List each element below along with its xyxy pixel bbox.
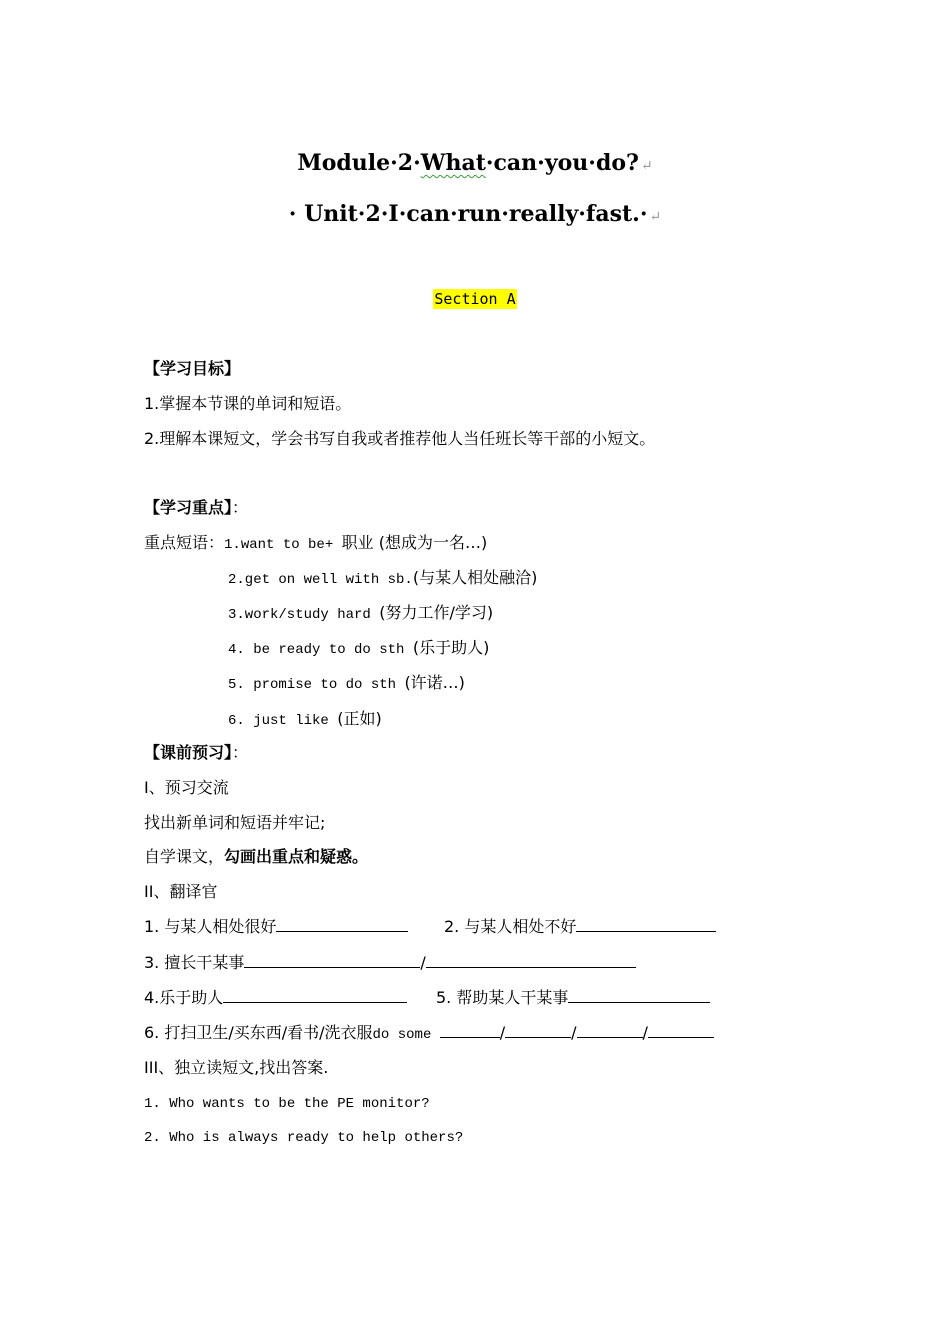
answer-blank[interactable] bbox=[244, 953, 420, 968]
answer-blank[interactable] bbox=[223, 988, 407, 1003]
key-heading: 【学习重点】： bbox=[144, 498, 249, 517]
part-heading: II、翻译官 bbox=[144, 882, 218, 901]
answer-blank[interactable] bbox=[505, 1023, 571, 1038]
question-item: 2. Who is always ready to help others? bbox=[144, 1130, 464, 1146]
translate-item: 3. 擅长干某事 / bbox=[144, 953, 636, 973]
goal-item: 1.掌握本节课的单词和短语。 bbox=[144, 394, 352, 413]
unit-title: · Unit·2·I·can·run·really·fast.· ↵ bbox=[288, 201, 662, 227]
section-label-wrap bbox=[0, 290, 950, 309]
answer-blank[interactable] bbox=[576, 917, 716, 932]
answer-blank[interactable] bbox=[440, 1023, 500, 1038]
key-phrase: 4. be ready to do sth (乐于助人) bbox=[228, 638, 490, 658]
module-title: Module·2·What·can·you·do? ↵ bbox=[297, 150, 653, 176]
translate-item: 5. 帮助某人干某事 bbox=[436, 988, 710, 1008]
goal-item: 2.理解本课短文，学会书写自我或者推荐他人当任班长等干部的小短文。 bbox=[144, 429, 656, 448]
key-phrase: 重点短语：1.want to be+ 职业 (想成为一名…) bbox=[144, 533, 488, 553]
spellcheck-word: What bbox=[420, 150, 486, 176]
task-text: 找出新单词和短语并牢记; bbox=[144, 813, 326, 832]
part-heading: I、预习交流 bbox=[144, 778, 229, 797]
key-phrase: 3.work/study hard (努力工作/学习) bbox=[228, 603, 494, 623]
key-phrase: 6. just like (正如) bbox=[228, 709, 382, 729]
translate-item: 6. 打扫卫生/买东西/看书/洗衣服do some / / / bbox=[144, 1023, 714, 1045]
answer-blank[interactable] bbox=[648, 1023, 714, 1038]
section-label: Section A bbox=[434, 290, 516, 308]
key-phrase: 2.get on well with sb.(与某人相处融洽) bbox=[228, 568, 538, 588]
answer-blank[interactable] bbox=[568, 988, 710, 1003]
preview-heading: 【课前预习】： bbox=[144, 743, 249, 762]
part-heading: III、独立读短文,找出答案. bbox=[144, 1058, 329, 1077]
answer-blank[interactable] bbox=[577, 1023, 643, 1038]
key-phrase: 5. promise to do sth (许诺…) bbox=[228, 673, 465, 693]
task-text: 自学课文，勾画出重点和疑惑。 bbox=[144, 847, 369, 866]
paragraph-mark-icon: ↵ bbox=[649, 209, 662, 225]
paragraph-mark-icon: ↵ bbox=[640, 158, 653, 174]
translate-item: 2. 与某人相处不好 bbox=[444, 917, 716, 937]
translate-item: 4.乐于助人 bbox=[144, 988, 407, 1008]
question-item: 1. Who wants to be the PE monitor? bbox=[144, 1096, 430, 1112]
answer-blank[interactable] bbox=[426, 953, 636, 968]
answer-blank[interactable] bbox=[276, 917, 408, 932]
goals-heading: 【学习目标】 bbox=[144, 359, 241, 378]
translate-item: 1. 与某人相处很好 bbox=[144, 917, 408, 937]
